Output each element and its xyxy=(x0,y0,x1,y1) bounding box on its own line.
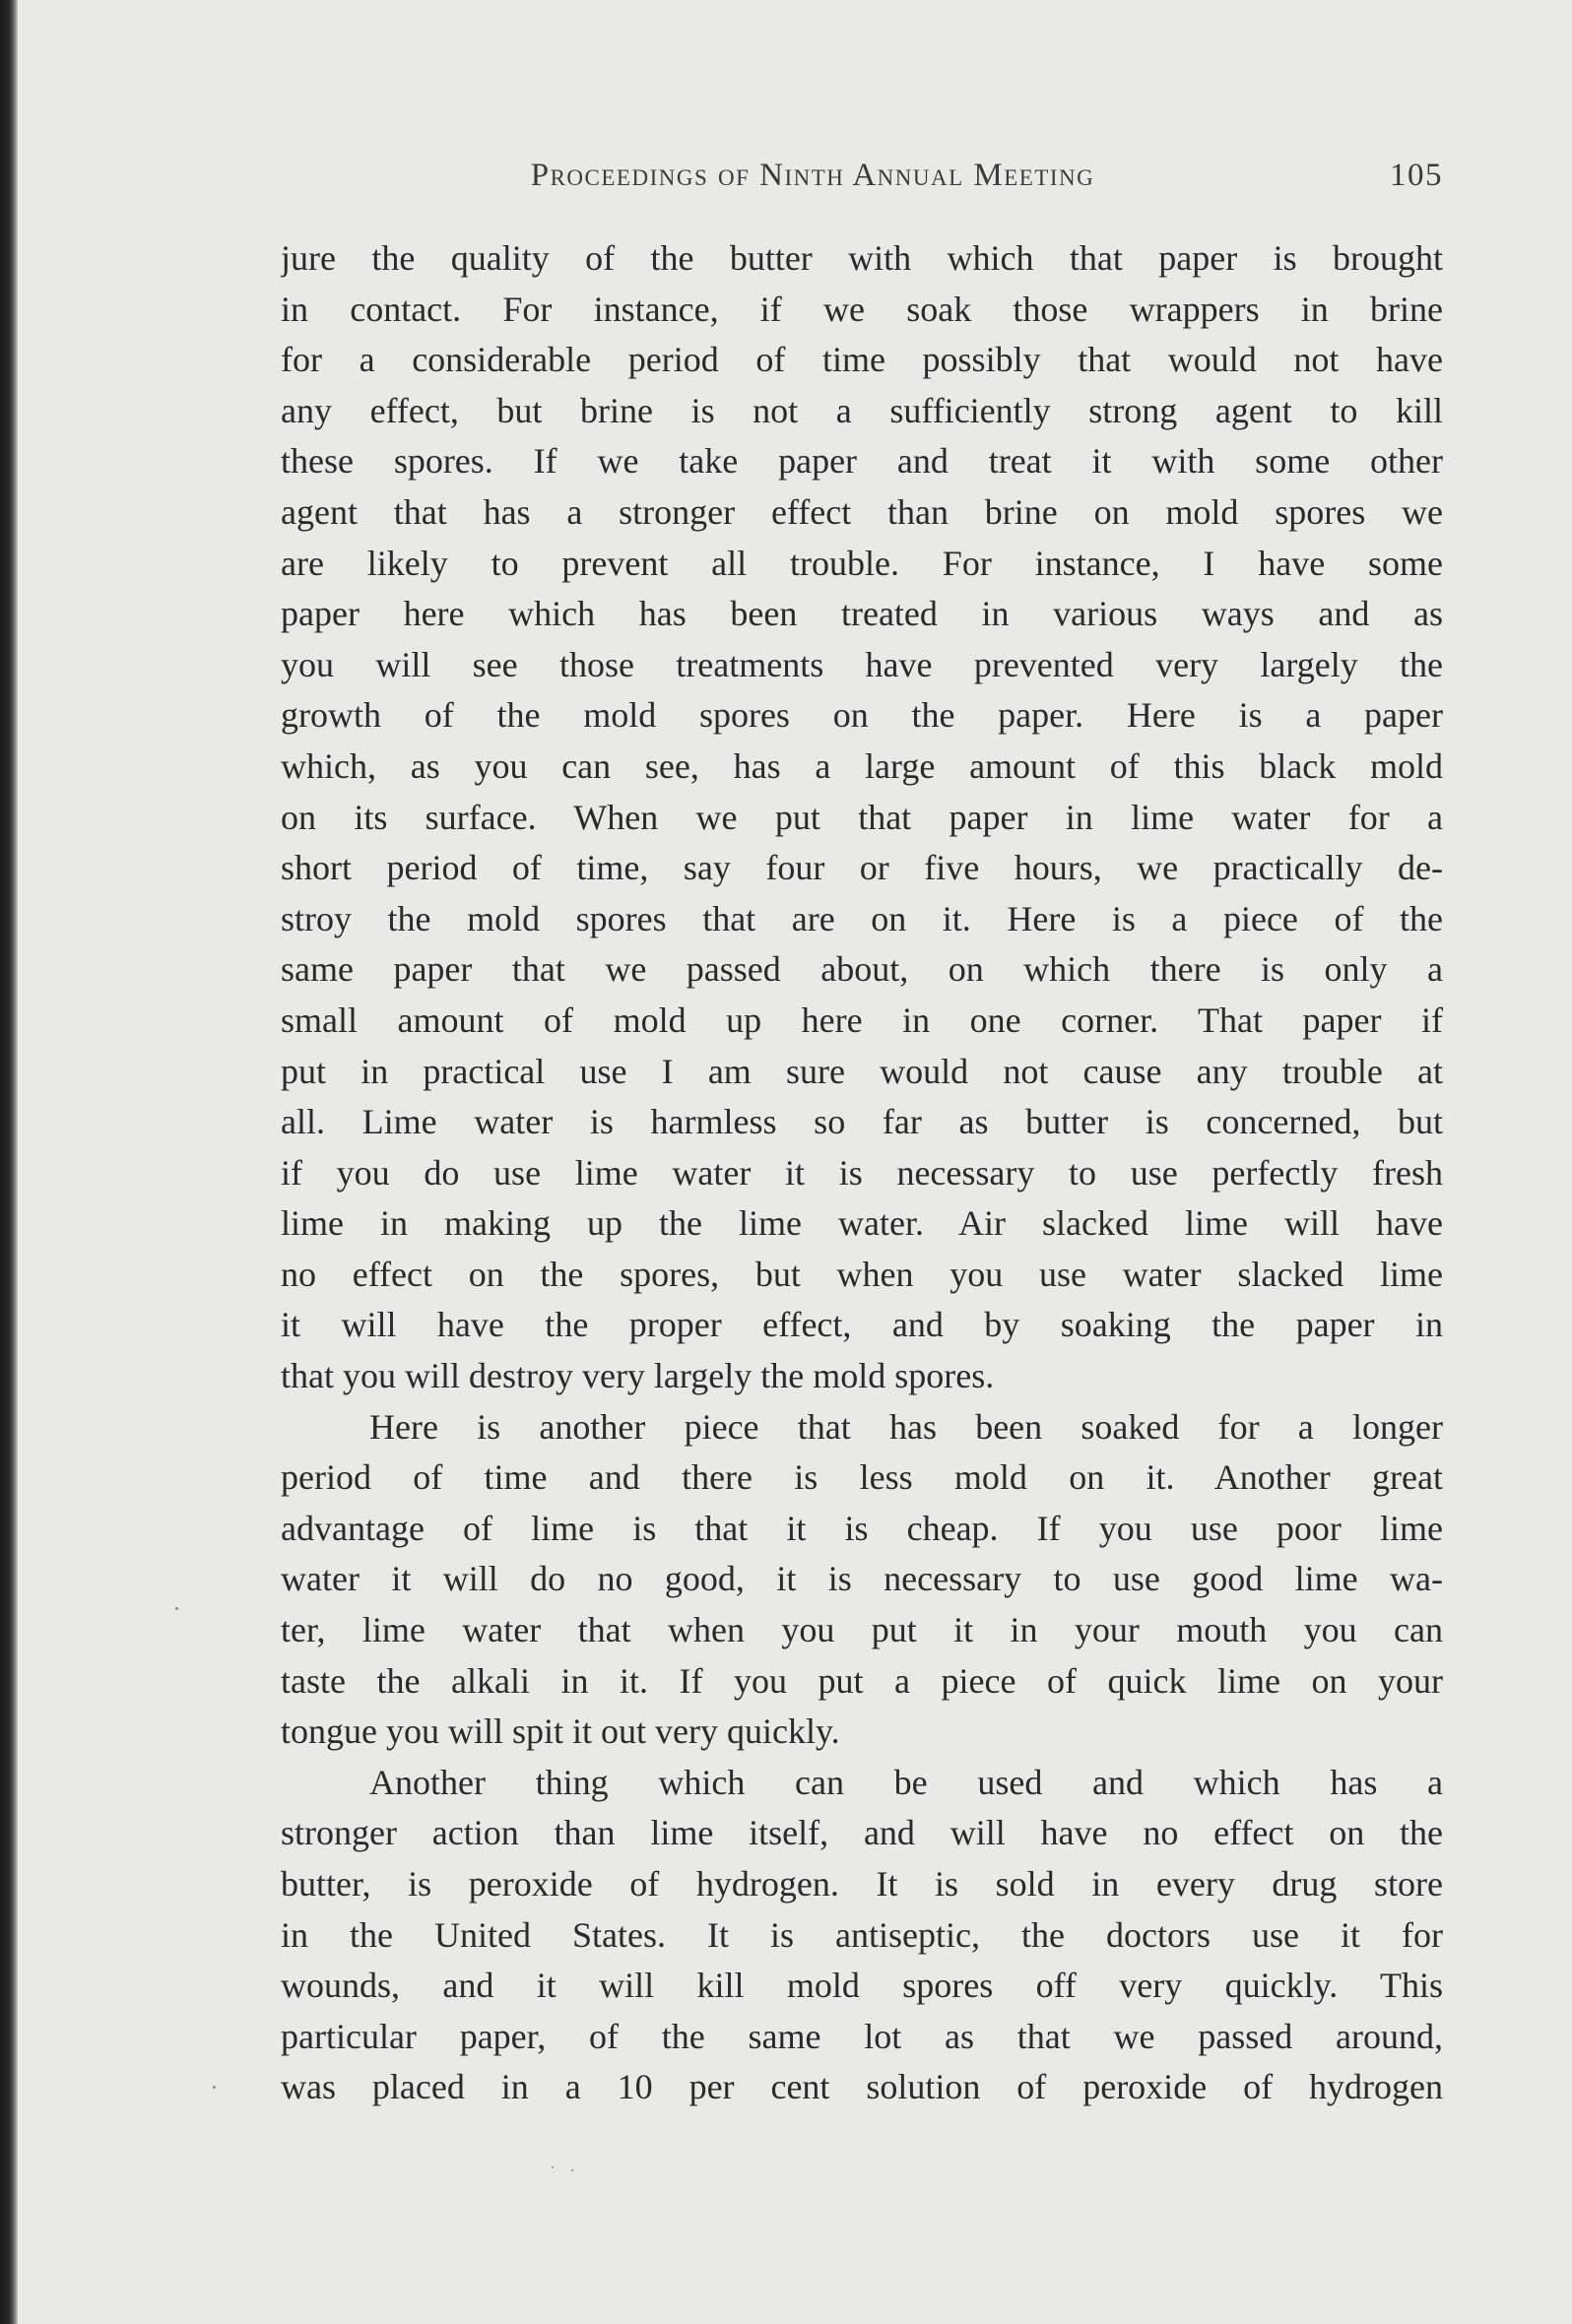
text-line: was placed in a 10 per cent solution of peroxide of hydrogen xyxy=(281,2067,1443,2107)
text-line: paper here which has been treated in various ways and as xyxy=(281,594,1443,634)
text-line: Another thing which can be used and which has a xyxy=(369,1762,1443,1802)
paper-speck xyxy=(552,2166,554,2168)
text-line: if you do use lime water it is necessary to use perfectly fresh xyxy=(281,1152,1443,1193)
text-line: period of time and there is less mold on it. Another great xyxy=(281,1457,1443,1498)
running-head xyxy=(281,158,1443,207)
text-line: stronger action than lime itself, and will have no effect on the xyxy=(281,1813,1443,1853)
text-line: ter, lime water that when you put it in your mouth you can xyxy=(281,1610,1443,1650)
text-line: same paper that we passed about, on which there is only a xyxy=(281,949,1443,990)
text-line: Here is another piece that has been soaked for a longer xyxy=(369,1406,1443,1447)
paper-speck xyxy=(213,2086,216,2089)
text-line: wounds, and it will kill mold spores off very quickly. This xyxy=(281,1966,1443,2006)
paper-speck xyxy=(571,2169,573,2171)
page-number: 105 xyxy=(1390,158,1443,193)
text-line: taste the alkali in it. If you put a piece of quick lime on your xyxy=(281,1660,1443,1701)
text-line: these spores. If we take paper and treat it with some other xyxy=(281,441,1443,482)
page-binding-edge xyxy=(0,0,18,2324)
text-line: it will have the proper effect, and by soaking the paper in xyxy=(281,1305,1443,1345)
text-line: agent that has a stronger effect than brine on mold spores we xyxy=(281,491,1443,532)
text-line: jure the quality of the butter with which that paper is brought xyxy=(281,238,1443,278)
body-text xyxy=(281,233,1443,2113)
text-line: tongue you will spit it out very quickly. xyxy=(281,1711,840,1752)
text-line: which, as you can see, has a large amount of this black mold xyxy=(281,745,1443,786)
text-line: advantage of lime is that it is cheap. If you use poor lime xyxy=(281,1508,1443,1548)
text-line: that you will destroy very largely the mold spores. xyxy=(281,1356,995,1396)
text-line: lime in making up the lime water. Air slacked lime will have xyxy=(281,1203,1443,1244)
text-line: you will see those treatments have prevented very largely the xyxy=(281,644,1443,684)
text-line: no effect on the spores, but when you use water slacked lime xyxy=(281,1254,1443,1294)
text-line: butter, is peroxide of hydrogen. It is sold in every drug store xyxy=(281,1864,1443,1904)
text-line: for a considerable period of time possibly that would not have xyxy=(281,340,1443,380)
text-line: stroy the mold spores that are on it. Here is a piece of the xyxy=(281,898,1443,938)
text-line: particular paper, of the same lot as that we passed around, xyxy=(281,2016,1443,2056)
text-line: are likely to prevent all trouble. For instance, I have some xyxy=(281,543,1443,583)
text-line: in the United States. It is antiseptic, the doctors use it for xyxy=(281,1914,1443,1955)
running-title: Proceedings of Ninth Annual Meeting xyxy=(530,158,1095,193)
paper-speck xyxy=(175,1607,178,1610)
text-line: growth of the mold spores on the paper. Here is a paper xyxy=(281,695,1443,736)
text-line: small amount of mold up here in one corner. That paper if xyxy=(281,1000,1443,1040)
text-line: all. Lime water is harmless so far as butter is concerned, but xyxy=(281,1102,1443,1142)
text-line: put in practical use I am sure would not cause any trouble at xyxy=(281,1051,1443,1091)
text-line: short period of time, say four or five hours, we practically de- xyxy=(281,848,1443,888)
text-line: any effect, but brine is not a sufficiently strong agent to kill xyxy=(281,390,1443,430)
text-line: in contact. For instance, if we soak those wrappers in brine xyxy=(281,289,1443,329)
text-line: on its surface. When we put that paper in lime water for a xyxy=(281,797,1443,837)
text-line: water it will do no good, it is necessary to use good lime wa- xyxy=(281,1559,1443,1599)
